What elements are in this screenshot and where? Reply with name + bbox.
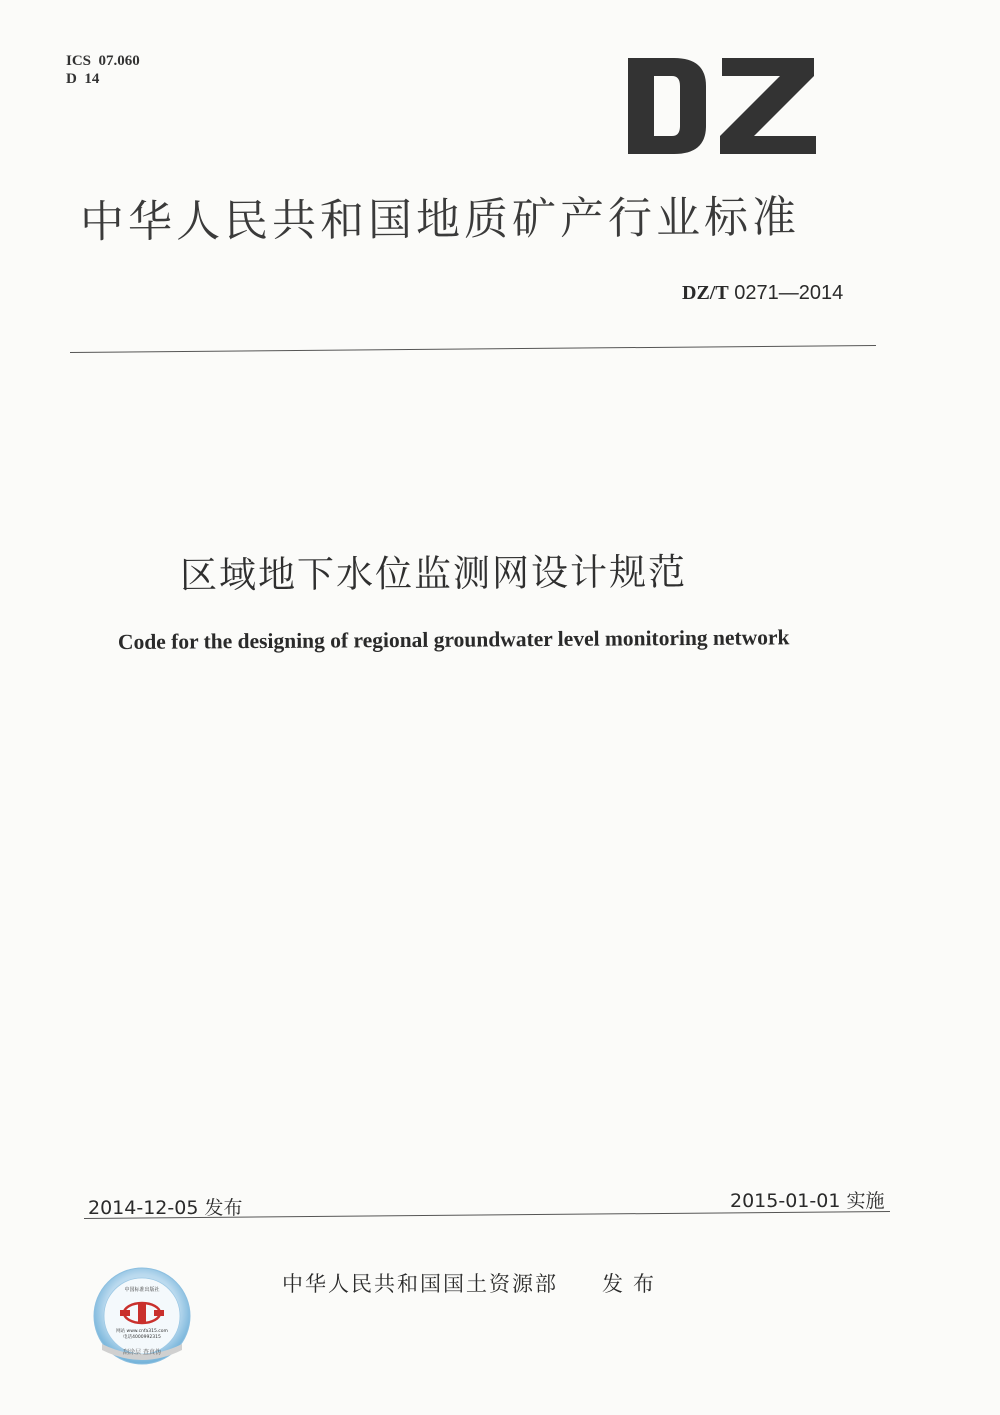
- document-title-english: Code for the designing of regional groundwater level monitoring network: [117, 625, 790, 654]
- implementation-date: 2015-01-01 实施: [730, 1190, 885, 1212]
- standard-number: [682, 282, 843, 305]
- anti-counterfeit-seal: [92, 1266, 192, 1366]
- publisher-action: 发布: [602, 1272, 664, 1296]
- standard-number-prefix: DZ/T: [682, 282, 729, 304]
- document-title-chinese: 区域地下水位监测网设计规范: [179, 550, 688, 597]
- publisher-line: [282, 1268, 664, 1298]
- seal-graphic: [92, 1266, 192, 1366]
- dz-logo-graphic: [626, 56, 818, 156]
- standard-number-value: 0271—2014: [734, 282, 844, 304]
- seal-scratch-text: 刮涂层 查真伪: [123, 1349, 161, 1356]
- national-standard-title: 中华人民共和国地质矿产行业标准: [79, 191, 801, 248]
- dz-logo: [626, 56, 818, 156]
- seal-top-text: 中国标准出版社: [124, 1287, 160, 1293]
- publisher-name: 中华人民共和国国土资源部: [282, 1272, 558, 1296]
- seal-phone-text: 电话4000992315: [123, 1335, 161, 1340]
- seal-website-text: 网站 www.cnfa315.com: [116, 1329, 168, 1334]
- ccs-code: D 14: [66, 71, 100, 87]
- header-divider: [70, 345, 876, 353]
- ics-code: ICS 07.060: [66, 53, 140, 69]
- issue-date: 2014-12-05 发布: [88, 1197, 243, 1219]
- classification-codes: [66, 52, 140, 88]
